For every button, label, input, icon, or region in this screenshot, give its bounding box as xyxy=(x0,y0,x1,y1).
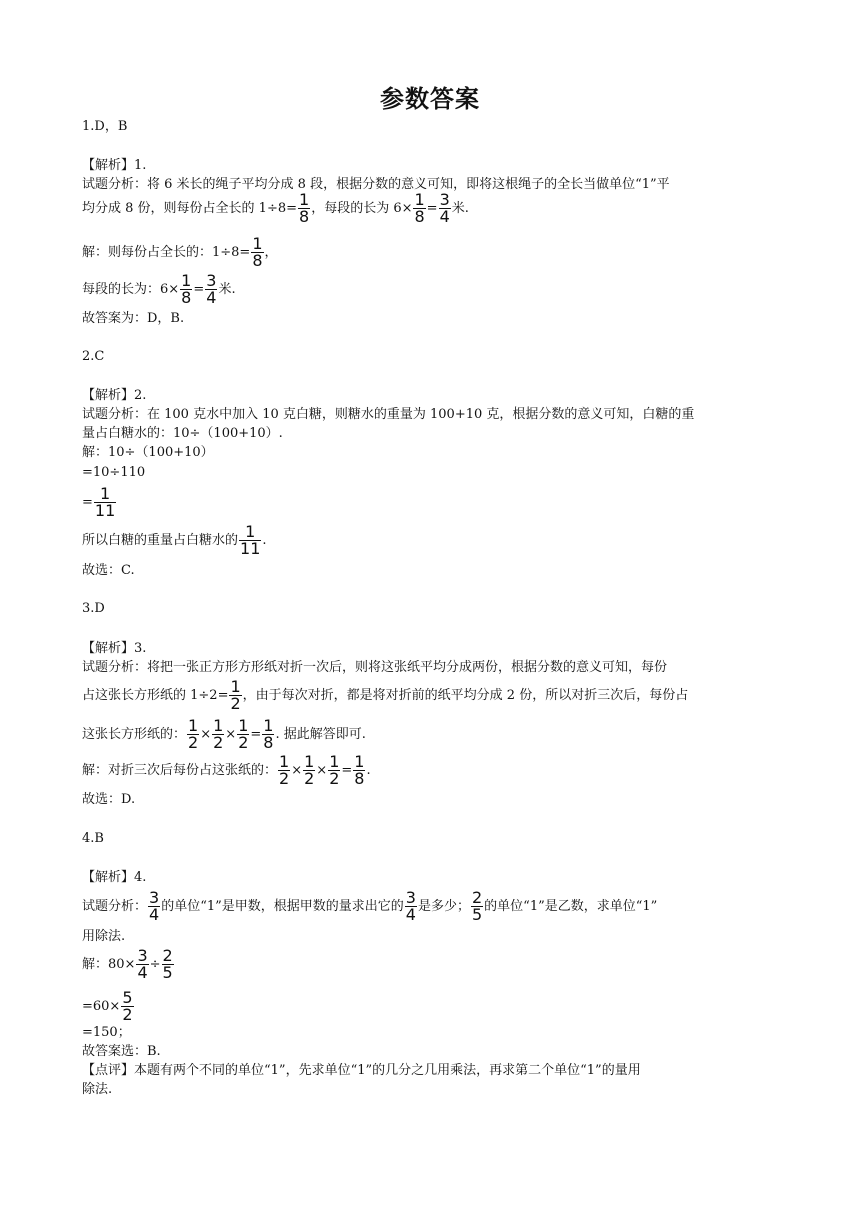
q3-analysis-line3: 这张长方形纸的： $\frac{1}{2}$ × $\frac{1}{2}$ × $\frac{1}{2}$ = $\frac{1}{8}$ . 据此解答即可. xyxy=(82,716,366,752)
q1-answer: 1.D，B xyxy=(82,119,128,134)
q1-analysis-line2: 均分成 8 份，则每份占全长的 1÷8= $\frac{1}{8}$ ，每段的长为 6× $\frac{1}{8}$ = $\frac{3}{4}$ 米. xyxy=(82,190,469,226)
q4-solution-line3: =150； xyxy=(82,1025,131,1040)
fraction: $\frac{2}{5}$ xyxy=(162,946,173,982)
fraction: $\frac{5}{2}$ xyxy=(122,988,133,1024)
q3-conclusion: 故选：D. xyxy=(82,792,136,807)
fraction: $\frac{1}{8}$ xyxy=(354,752,365,788)
q3-analysis-line2: 占这张长方形纸的 1÷2= $\frac{1}{2}$ ，由于每次对折，都是将对折前的纸平均分成 2 份，所以对折三次后，每份占 xyxy=(82,677,689,713)
fraction: $\frac{3}{4}$ xyxy=(405,888,416,924)
q2-solution-line1: 解：10÷（100+10） xyxy=(82,445,214,460)
fraction: $\frac{3}{4}$ xyxy=(439,190,450,226)
fraction: $\frac{1}{2}$ xyxy=(238,716,249,752)
q1-analysis-tag: 【解析】1. xyxy=(82,158,147,173)
fraction: $\frac{3}{4}$ xyxy=(149,888,160,924)
fraction: $\frac{3}{4}$ xyxy=(137,946,148,982)
q2-solution-line4: 所以白糖的重量占白糖水的 $\frac{1}{11}$ . xyxy=(82,522,267,558)
page-title: 参数答案 xyxy=(380,85,480,113)
q4-conclusion: 故答案选：B. xyxy=(82,1044,161,1059)
fraction: $\frac{1}{8}$ xyxy=(252,234,263,270)
fraction: $\frac{1}{2}$ xyxy=(329,752,340,788)
q1-analysis-line1: 试题分析：将 6 米长的绳子平均分成 8 段，根据分数的意义可知，即将这根绳子的全长当做单位“1”平 xyxy=(82,177,670,192)
fraction: $\frac{1}{8}$ xyxy=(414,190,425,226)
q4-analysis-line1: 试题分析： $\frac{3}{4}$ 的单位“1”是甲数，根据甲数的量求出它的 $\frac{3}{4}$ 是多少； $\frac{2}{5}$ 的单位“1”是乙数，求单位“1” xyxy=(82,888,658,924)
fraction: $\frac{3}{4}$ xyxy=(206,271,217,307)
q3-analysis-tag: 【解析】3. xyxy=(82,641,147,656)
q1-solution-line1: 解：则每份占全长的：1÷8= $\frac{1}{8}$ ， xyxy=(82,234,278,270)
fraction: $\frac{1}{8}$ xyxy=(181,271,192,307)
q2-analysis-tag: 【解析】2. xyxy=(82,388,147,403)
fraction: $\frac{1}{8}$ xyxy=(299,190,310,226)
q1-solution-line2: 每段的长为：6× $\frac{1}{8}$ = $\frac{3}{4}$ 米. xyxy=(82,271,236,307)
q2-analysis-line2: 量占白糖水的：10÷（100+10）. xyxy=(82,426,283,441)
q4-comment-line2: 除法. xyxy=(82,1082,113,1097)
q3-analysis-line1: 试题分析：将把一张正方形方形纸对折一次后，则将这张纸平均分成两份，根据分数的意义可知，每份 xyxy=(82,660,668,675)
q2-answer: 2.C xyxy=(82,349,105,364)
fraction: $\frac{1}{11}$ xyxy=(240,522,261,558)
fraction: $\frac{1}{2}$ xyxy=(304,752,315,788)
q3-solution-line1: 解：对折三次后每份占这张纸的： $\frac{1}{2}$ × $\frac{1}{2}$ × $\frac{1}{2}$ = $\frac{1}{8}$ . xyxy=(82,752,371,788)
q3-answer: 3.D xyxy=(82,601,105,616)
q2-solution-line2: =10÷110 xyxy=(82,465,146,480)
q4-analysis-tag: 【解析】4. xyxy=(82,870,147,885)
q4-solution-line1: 解：80× $\frac{3}{4}$ ÷ $\frac{2}{5}$ xyxy=(82,946,173,982)
q4-solution-line2: =60× $\frac{5}{2}$ xyxy=(82,988,133,1024)
q2-solution-line3: = $\frac{1}{11}$ xyxy=(82,484,116,520)
q4-comment-line1: 【点评】本题有两个不同的单位“1”，先求单位“1”的几分之几用乘法，再求第二个单位“1”的量用 xyxy=(82,1063,641,1078)
fraction: $\frac{1}{11}$ xyxy=(94,484,116,520)
q4-answer: 4.B xyxy=(82,831,104,846)
fraction: $\frac{1}{2}$ xyxy=(213,716,224,752)
q2-conclusion: 故选：C. xyxy=(82,563,135,578)
q1-conclusion: 故答案为：D，B. xyxy=(82,311,185,326)
fraction: $\frac{1}{2}$ xyxy=(188,716,199,752)
q4-analysis-line2: 用除法. xyxy=(82,929,126,944)
fraction: $\frac{1}{2}$ xyxy=(279,752,290,788)
fraction: $\frac{1}{8}$ xyxy=(263,716,274,752)
q2-analysis-line1: 试题分析：在 100 克水中加入 10 克白糖，则糖水的重量为 100+10 克，根据分数的意义可知，白糖的重 xyxy=(82,407,695,422)
fraction: $\frac{2}{5}$ xyxy=(471,888,483,924)
fraction: $\frac{1}{2}$ xyxy=(230,677,241,713)
